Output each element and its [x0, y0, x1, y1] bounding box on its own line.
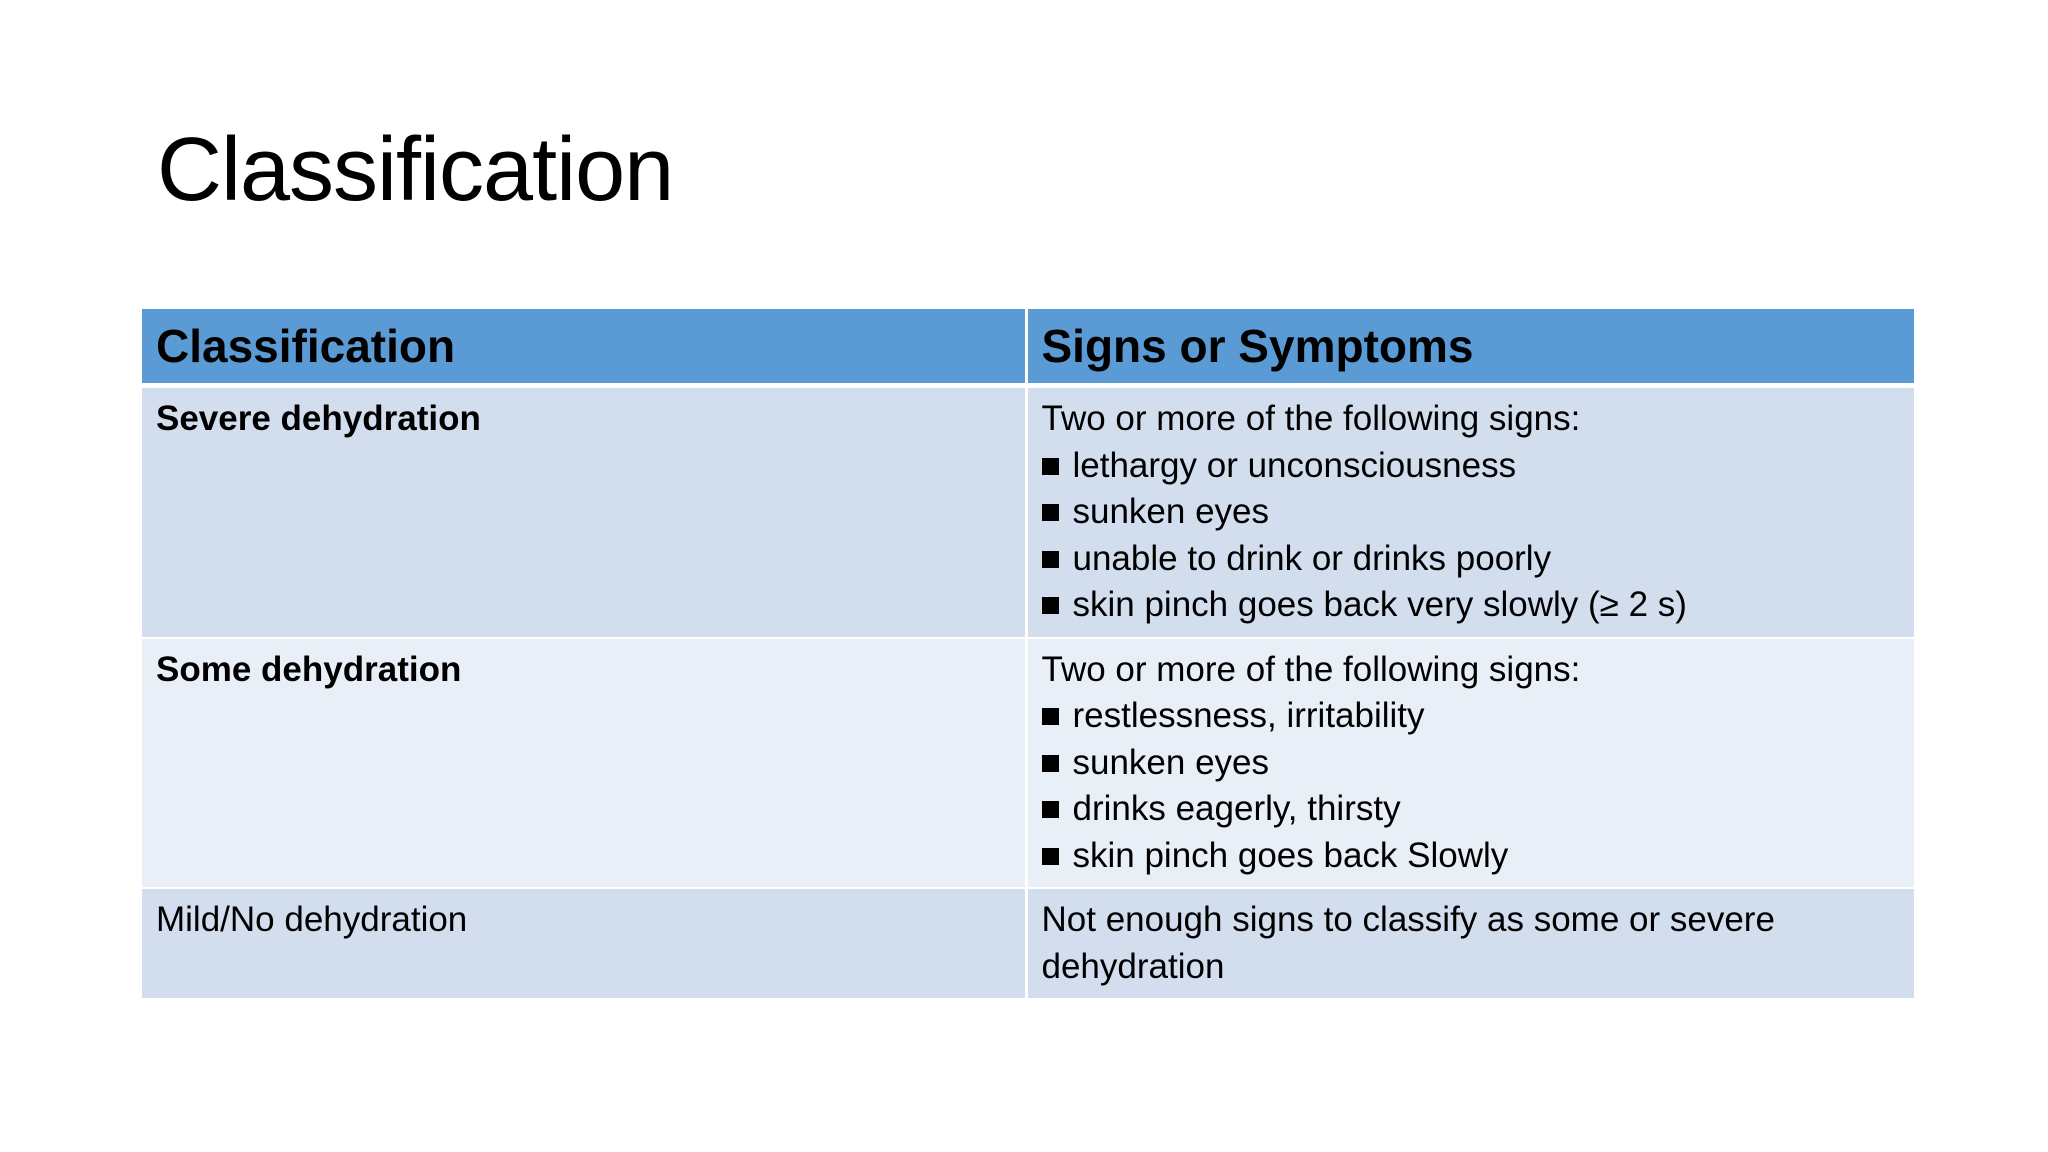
cell-classification-some: Some dehydration: [142, 638, 1026, 889]
table-row-mild-no-dehydration: [142, 888, 1914, 998]
square-bullet-icon: [1042, 755, 1059, 772]
square-bullet-icon: [1042, 708, 1059, 725]
sign-item: [1042, 833, 1901, 880]
signs-intro: Two or more of the following signs:: [1041, 399, 1581, 438]
square-bullet-icon: [1042, 597, 1059, 614]
sign-text: lethargy or unconsciousness: [1072, 445, 1517, 485]
sign-text: sunken eyes: [1072, 492, 1270, 531]
sign-item: [1042, 489, 1901, 536]
table-row-severe-dehydration: [142, 386, 1914, 638]
slide-title: Classification: [157, 120, 674, 220]
sign-text: skin pinch goes back Slowly: [1072, 835, 1509, 875]
cell-signs-mild: Not enough signs to classify as some or severe dehydration: [1026, 888, 1914, 998]
header-classification: Classification: [142, 309, 1026, 386]
sign-item: [1042, 536, 1901, 583]
sign-item: [1042, 740, 1901, 787]
sign-text: sunken eyes: [1072, 742, 1270, 782]
sign-text: unable to drink or drinks poorly: [1072, 538, 1552, 578]
sign-text: skin pinch goes back very slowly (≥ 2 s): [1072, 585, 1687, 624]
table-row-some-dehydration: [142, 638, 1914, 889]
cell-classification-severe: Severe dehydration: [142, 386, 1026, 638]
cell-classification-mild: Mild/No dehydration: [142, 888, 1026, 998]
square-bullet-icon: [1042, 848, 1059, 865]
sign-item: [1042, 786, 1901, 833]
sign-item: [1042, 582, 1901, 629]
sign-text: restlessness, irritability: [1072, 696, 1425, 735]
classification-table: [142, 309, 1914, 998]
square-bullet-icon: [1042, 551, 1059, 568]
cell-signs-some: [1026, 638, 1914, 889]
header-signs-or-symptoms: Signs or Symptoms: [1026, 309, 1914, 386]
table-header-row: [142, 309, 1914, 386]
classification-table-container: [142, 309, 1914, 998]
square-bullet-icon: [1042, 504, 1059, 521]
square-bullet-icon: [1042, 801, 1059, 818]
sign-item: [1042, 693, 1901, 740]
sign-text: drinks eagerly, thirsty: [1072, 789, 1401, 828]
cell-signs-severe: [1026, 386, 1914, 638]
square-bullet-icon: [1042, 458, 1059, 475]
sign-item: [1042, 443, 1901, 490]
signs-intro: Two or more of the following signs:: [1041, 649, 1581, 689]
